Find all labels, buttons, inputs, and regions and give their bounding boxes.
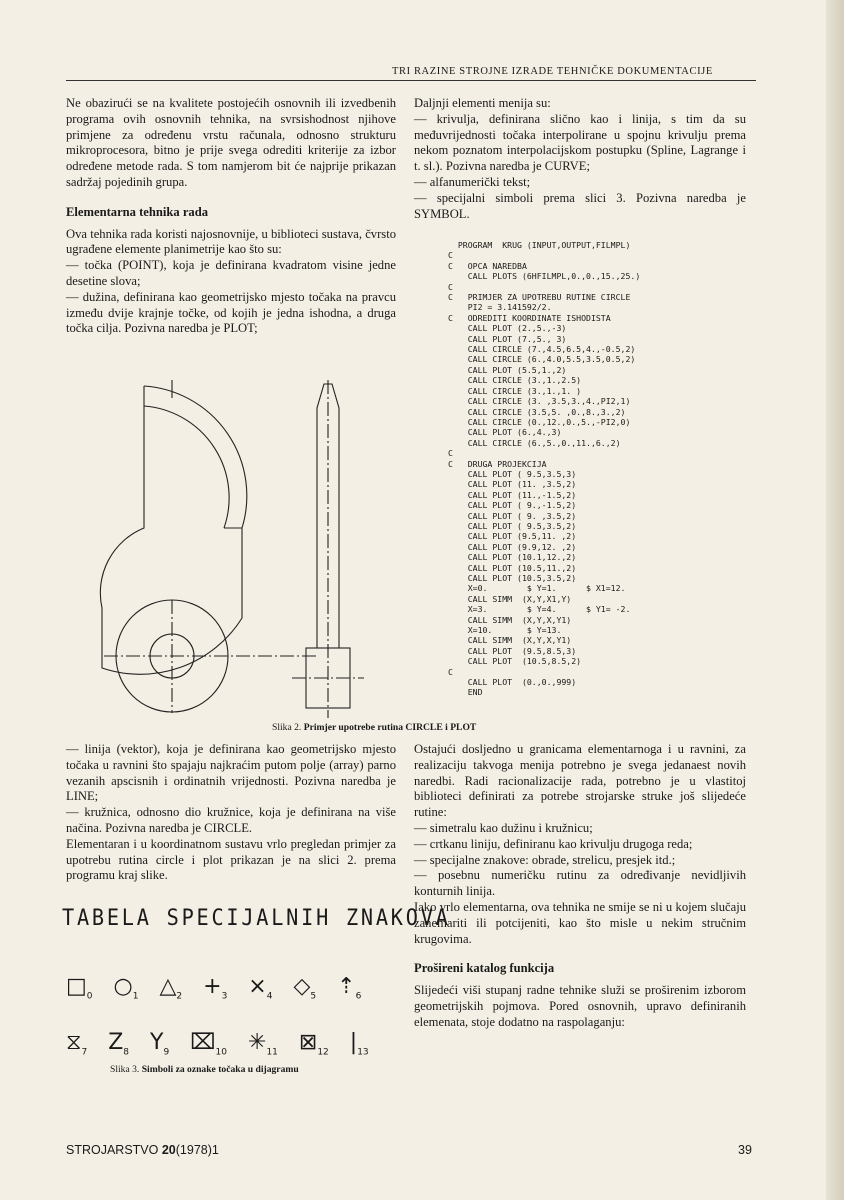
symbol-plus: $+_3$ bbox=[203, 974, 228, 1002]
figure-3-caption bbox=[110, 1064, 299, 1075]
symbols-row-1 bbox=[66, 974, 375, 1001]
paragraph: — alfanumerički tekst; bbox=[414, 174, 531, 189]
section-heading: Prošireni katalog funkcija bbox=[414, 961, 555, 976]
paragraph: Daljnji elementi menija su: bbox=[414, 96, 551, 110]
journal-volume: 20 bbox=[161, 1143, 176, 1157]
paragraph: — krivulja, definirana slično kao i linija, s tim da su međuvrijednosti točaka interpolirane u spojnu krivulju prema nekom poznatom interpolacijskom postupku (Spline, Lagrange i t. sl.). Pozivna naredba je CURVE; bbox=[414, 111, 746, 174]
header-rule bbox=[66, 80, 756, 81]
paragraph: — specijalni simboli prema slici 3. Pozivna naredba je SYMBOL. bbox=[414, 190, 746, 221]
figure-2-caption bbox=[272, 722, 476, 733]
symbol-asterisk: $✳_{11}$ bbox=[248, 1030, 278, 1058]
caption-prefix: Slika 3. bbox=[110, 1064, 142, 1075]
fortran-listing: PROGRAM KRUG (INPUT,OUTPUT,FILMPL) C C OPCA NAREDBA CALL PLOTS (6HFILMPL,0.,0.,15.,25.) C C PRIMJER ZA UPOTREBU RUTINE CIRCLE PI2 = 3.141592/2. C ODREDITI KOORDINATE ISHODISTA CALL PLOT (2.,5.,-3) CALL PLOT (7.,5., 3) CALL CIRCLE (7.,4.5,6.5,4.,-0.5,2) CALL CIRCLE (6.,4.0,5.5,3.5,0.5,2) CALL PLOT (5.5,1.,2) CALL CIRCLE (3.,1.,2.5) CALL CIRCLE (3.,1.,1. ) CALL CIRCLE (3. ,3.5,3.,4.,PI2,1) CALL CIRCLE (3.5,5. ,0.,8.,3.,2) CALL CIRCLE (0.,12.,0.,5.,-PI2,0) CALL PLOT (6.,4.,3) CALL CIRCLE (6.,5.,0.,11.,6.,2) C C DRUGA PROJEKCIJA CALL PLOT ( 9.5,3.5,3) CALL PLOT (11. ,3.5,2) CALL PLOT (11.,-1.5,2) CALL PLOT ( 9.,-1.5,2) CALL PLOT ( 9. ,3.5,2) CALL PLOT ( 9.5,3.5,2) CALL PLOT (9.5,11. ,2) CALL PLOT (9.9,12. ,2) CALL PLOT (10.1,12.,2) CALL PLOT (10.5,11.,2) CALL PLOT (10.5,3.5,2) X=0. $ Y=1. $ X1=12. CALL SIMM (X,Y,X1,Y) X=3. $ Y=4. $ Y1= -2. CALL SIMM (X,Y,X,Y1) X=10. $ Y=13. CALL SIMM (X,Y,X,Y1) CALL PLOT (9.5,8.5,3) CALL PLOT (10.5,8.5,2) C CALL PLOT (0.,0.,999) END bbox=[448, 240, 641, 698]
symbol-diamond: $◇_5$ bbox=[293, 974, 317, 1002]
running-header: TRI RAZINE STROJNE IZRADE TEHNIČKE DOKUMENTACIJE bbox=[392, 66, 713, 77]
left-column-bottom bbox=[66, 742, 396, 884]
paragraph: — linija (vektor), koja je definirana kao geometrijsko mjesto točaka u ravnini što spajaju najkraćim putom polje (array) parno vezanih apscisnih i ordinatnih vrijednosti. Pozivna naredba je LINE; bbox=[66, 742, 396, 804]
symbol-y: $Y_9$ bbox=[150, 1030, 170, 1058]
paragraph: — dužina, definirana kao geometrijsko mjesto točaka na pravcu između dvije krajnje točke, od kojih je jedna ishodna, a druga točka cilja. Pozivna naredba je PLOT; bbox=[66, 289, 396, 336]
symbols-row-2 bbox=[66, 1030, 383, 1057]
right-column-bottom bbox=[414, 742, 746, 1031]
section-heading: Elementarna tehnika rada bbox=[66, 204, 209, 219]
right-column-top bbox=[414, 96, 746, 222]
journal-name: STROJARSTVO bbox=[66, 1143, 159, 1157]
symbol-boxed-cross: $⌧_{10}$ bbox=[190, 1030, 227, 1058]
figure-2-drawing bbox=[92, 378, 432, 723]
paragraph: — posebnu numeričku rutinu za određivanje nevidljivih konturnih linija. bbox=[414, 868, 746, 899]
caption-bold: Primjer upotrebe rutina CIRCLE i PLOT bbox=[303, 722, 477, 733]
paragraph: Ostajući dosljedno u granicama elementarnoga i u ravnini, za realizaciju takvoga menija potrebno je svega jedanaest novih naredbi. Radi racionalizacije rada, potrebno je u vlastitoj biblioteci definirati za potrebe strojarske struke još slijedeće rutine: bbox=[414, 742, 746, 820]
symbol-boxed-x: $⊠_{12}$ bbox=[298, 1030, 329, 1058]
paragraph: Iako vrlo elementarna, ova tehnika ne smije se ni u kojem slučaju zanemariti ili potcijeniti, kao što misle u nekim stručnim krugovima. bbox=[414, 899, 746, 946]
journal-year: (1978)1 bbox=[175, 1143, 219, 1157]
paragraph: Ova tehnika rada koristi najosnovnije, u biblioteci sustava, čvrsto ugrađene elemente planimetrije kao što su: bbox=[66, 226, 396, 257]
journal-footer bbox=[66, 1143, 219, 1157]
paragraph: — kružnica, odnosno dio kružnice, koja je definirana na više načina. Pozivna naredba je CIRCLE. bbox=[66, 805, 396, 835]
symbol-square: $□_0$ bbox=[66, 974, 93, 1002]
symbol-triangle: $\triangle_2$ bbox=[159, 974, 183, 1002]
paragraph: — specijalne znakove: obrade, strelicu, presjek itd.; bbox=[414, 852, 676, 867]
symbol-bar: $|_{13}$ bbox=[349, 1030, 369, 1058]
caption-prefix: Slika 2. bbox=[272, 722, 304, 733]
symbol-arrow-up: $⇡_6$ bbox=[337, 974, 362, 1002]
symbol-cross: $\times_4$ bbox=[248, 974, 273, 1002]
paragraph: Slijedeći viši stupanj radne tehnike služi se proširenim izborom geometrijskih pojmova. Pored osnovnih, upravo definiranih elemenata, stoje dodatno na raspolaganju: bbox=[414, 983, 746, 1029]
left-column-top bbox=[66, 96, 396, 337]
caption-bold: Simboli za oznake točaka u dijagramu bbox=[141, 1064, 299, 1075]
paragraph: — crtkanu liniju, definiranu kao krivulju drugoga reda; bbox=[414, 836, 693, 851]
symbol-circle: $○_1$ bbox=[113, 974, 139, 1002]
symbols-table-title: TABELA SPECIJALNIH ZNAKOVA bbox=[62, 906, 451, 931]
paragraph: — simetralu kao dužinu i kružnicu; bbox=[414, 820, 593, 835]
cam-outer-arc bbox=[144, 386, 247, 528]
paragraph: — točka (POINT), koja je definirana kvadratom visine jedne desetine slova; bbox=[66, 258, 396, 288]
page-number: 39 bbox=[738, 1143, 752, 1157]
cam-inner-arc bbox=[144, 406, 229, 528]
symbol-z: $Z_8$ bbox=[108, 1030, 129, 1058]
symbol-hourglass: $⧖_7$ bbox=[66, 1030, 88, 1058]
page-edge-shadow bbox=[826, 0, 844, 1200]
paragraph: Elementaran i u koordinatnom sustavu vrlo pregledan primjer za upotrebu rutina circle i plot prikazan je na slici 2. prema programu kraj slike. bbox=[66, 836, 396, 883]
intro-paragraph: Ne obazirući se na kvalitete postojećih osnovnih ili izvedbenih programa ovih osnovnih tehnika, na svrsishodnost njihove primjene za određenu vrstu računala, odnosno strukturu mikroprocesora, bitno je prije svega odrediti kriterije za izbor određene metode rada. S tom namjerom bit će najprije prikazan sadržaj pojedinih grupa. bbox=[66, 96, 396, 189]
